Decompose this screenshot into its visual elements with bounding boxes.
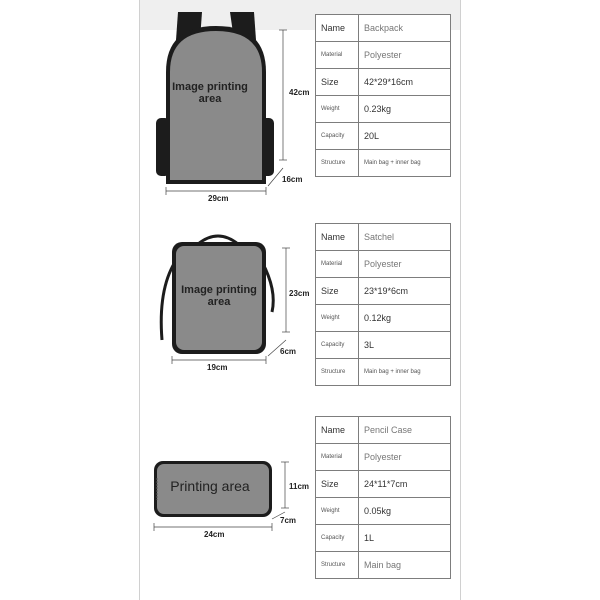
spec-key: Material <box>316 251 359 278</box>
satchel-printing-area-label: Image printing area <box>181 284 257 308</box>
spec-value: 23*19*6cm <box>359 278 451 305</box>
spec-key: Size <box>316 69 359 96</box>
spec-value: Main bag + inner bag <box>359 150 451 177</box>
pencil-case-depth-label: 7cm <box>280 516 297 525</box>
backpack-height-label: 42cm <box>289 88 310 97</box>
spec-key: Name <box>316 15 359 42</box>
spec-row <box>316 498 451 525</box>
pencil-case-width-label: 24cm <box>204 530 225 539</box>
pencil-case-spec-table <box>315 416 451 579</box>
spec-value: Main bag <box>359 552 451 579</box>
spec-value: 24*11*7cm <box>359 471 451 498</box>
spec-value: Polyester <box>359 251 451 278</box>
spec-value: 0.05kg <box>359 498 451 525</box>
spec-value: 1L <box>359 525 451 552</box>
spec-key: Weight <box>316 498 359 525</box>
spec-row <box>316 525 451 552</box>
spec-value: Satchel <box>359 224 451 251</box>
spec-value: 42*29*16cm <box>359 69 451 96</box>
spec-value: Pencil Case <box>359 417 451 444</box>
spec-key: Structure <box>316 150 359 177</box>
backpack-width-label: 29cm <box>208 194 229 203</box>
pencil-case-height-label: 11cm <box>289 482 310 491</box>
satchel-width-label: 19cm <box>207 363 228 372</box>
pencil-case-printing-area-label: Printing area <box>170 478 250 494</box>
spec-key: Material <box>316 42 359 69</box>
spec-key: Structure <box>316 359 359 386</box>
spec-key: Capacity <box>316 332 359 359</box>
backpack-depth-label: 16cm <box>282 175 303 184</box>
spec-value: Polyester <box>359 444 451 471</box>
spec-key: Size <box>316 278 359 305</box>
spec-key: Name <box>316 417 359 444</box>
backpack-printing-area-label: Image printing area <box>172 81 248 105</box>
spec-row <box>316 552 451 579</box>
spec-key: Material <box>316 444 359 471</box>
spec-value: Backpack <box>359 15 451 42</box>
spec-key: Structure <box>316 552 359 579</box>
spec-value: Main bag + inner bag <box>359 359 451 386</box>
spec-key: Name <box>316 224 359 251</box>
spec-row <box>316 417 451 444</box>
spec-row <box>316 444 451 471</box>
spec-key: Size <box>316 471 359 498</box>
spec-key: Capacity <box>316 123 359 150</box>
spec-value: 0.23kg <box>359 96 451 123</box>
spec-key: Capacity <box>316 525 359 552</box>
spec-value: Polyester <box>359 42 451 69</box>
spec-value: 0.12kg <box>359 305 451 332</box>
spec-value: 20L <box>359 123 451 150</box>
satchel-depth-label: 6cm <box>280 347 297 356</box>
spec-key: Weight <box>316 305 359 332</box>
spec-value: 3L <box>359 332 451 359</box>
spec-row <box>316 471 451 498</box>
spec-key: Weight <box>316 96 359 123</box>
satchel-height-label: 23cm <box>289 289 310 298</box>
